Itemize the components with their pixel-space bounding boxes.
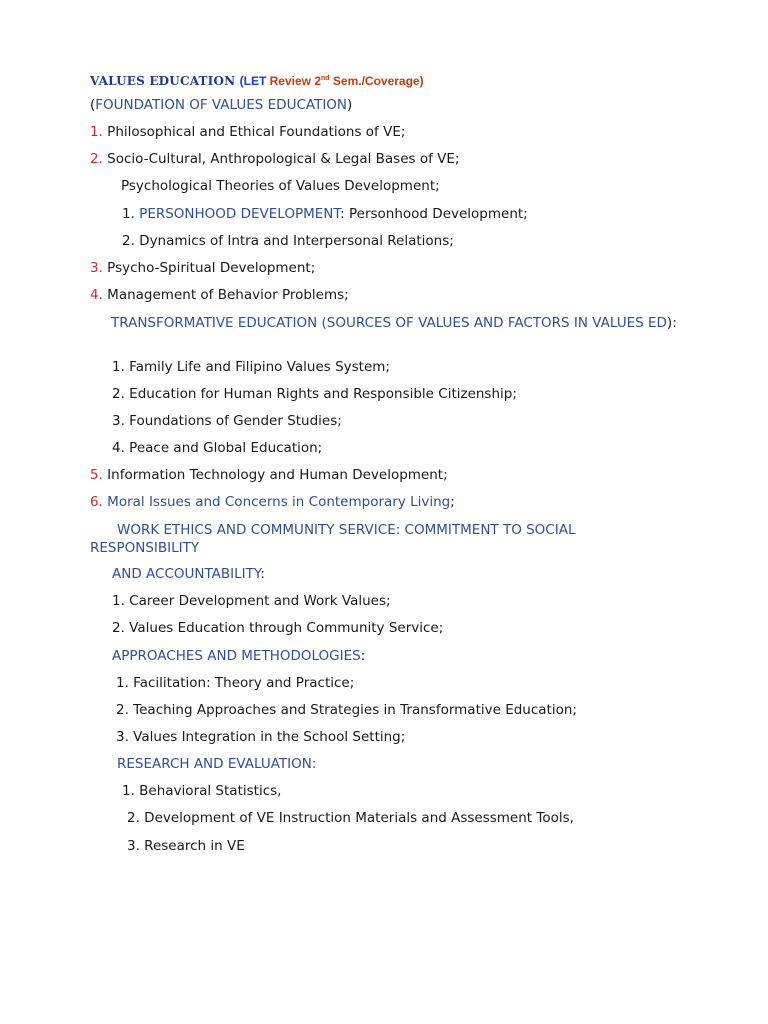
section-work-ethics-heading-cont: AND ACCOUNTABILITY: [112, 566, 265, 582]
doc-subtitle: (LET Review 2nd Sem./Coverage) [239, 74, 424, 88]
section-foundation-heading: (FOUNDATION OF VALUES EDUCATION) [90, 97, 353, 113]
section-transformative-heading: TRANSFORMATIVE EDUCATION (SOURCES OF VALUES AND FACTORS IN VALUES ED): [111, 315, 677, 331]
list-item: 1. Facilitation: Theory and Practice; [116, 675, 355, 691]
list-item: 2. Dynamics of Intra and Interpersonal Relations; [122, 233, 454, 249]
list-item: 1. Family Life and Filipino Values System; [112, 359, 390, 375]
section-work-ethics-heading: WORK ETHICS AND COMMUNITY SERVICE: COMMITMENT TO SOCIAL RESPONSIBILITY [90, 522, 576, 556]
list-item: 1. PERSONHOOD DEVELOPMENT: Personhood Development; [122, 206, 528, 222]
section-approaches-heading: APPROACHES AND METHODOLOGIES: [112, 648, 366, 664]
list-item: 6. Moral Issues and Concerns in Contemporary Living; [90, 494, 455, 510]
list-item: 4. Management of Behavior Problems; [90, 287, 349, 303]
list-item: 2. Socio-Cultural, Anthropological & Legal Bases of VE; [90, 151, 460, 167]
section-research-heading: RESEARCH AND EVALUATION: [117, 756, 317, 772]
list-item: 2. Values Education through Community Service; [112, 620, 444, 636]
list-item: 2. Education for Human Rights and Responsible Citizenship; [112, 386, 517, 402]
list-item: 3. Values Integration in the School Setting; [116, 729, 406, 745]
list-item: 5. Information Technology and Human Development; [90, 467, 448, 483]
list-item: 1. Career Development and Work Values; [112, 593, 391, 609]
list-item: 2. Development of VE Instruction Materials and Assessment Tools, [127, 810, 574, 826]
list-item: 1. Behavioral Statistics, [122, 783, 282, 799]
list-item: 1. Philosophical and Ethical Foundations of VE; [90, 124, 406, 140]
list-item: 2. Teaching Approaches and Strategies in Transformative Education; [116, 702, 577, 718]
list-item: 4. Peace and Global Education; [112, 440, 323, 456]
list-item: 3. Foundations of Gender Studies; [112, 413, 342, 429]
list-item: 3. Psycho-Spiritual Development; [90, 260, 316, 276]
doc-title: VALUES EDUCATION [90, 74, 236, 88]
doc-title-line [90, 70, 424, 90]
list-item: 3. Research in VE [127, 838, 245, 854]
subsection-heading: Psychological Theories of Values Development; [121, 178, 440, 194]
